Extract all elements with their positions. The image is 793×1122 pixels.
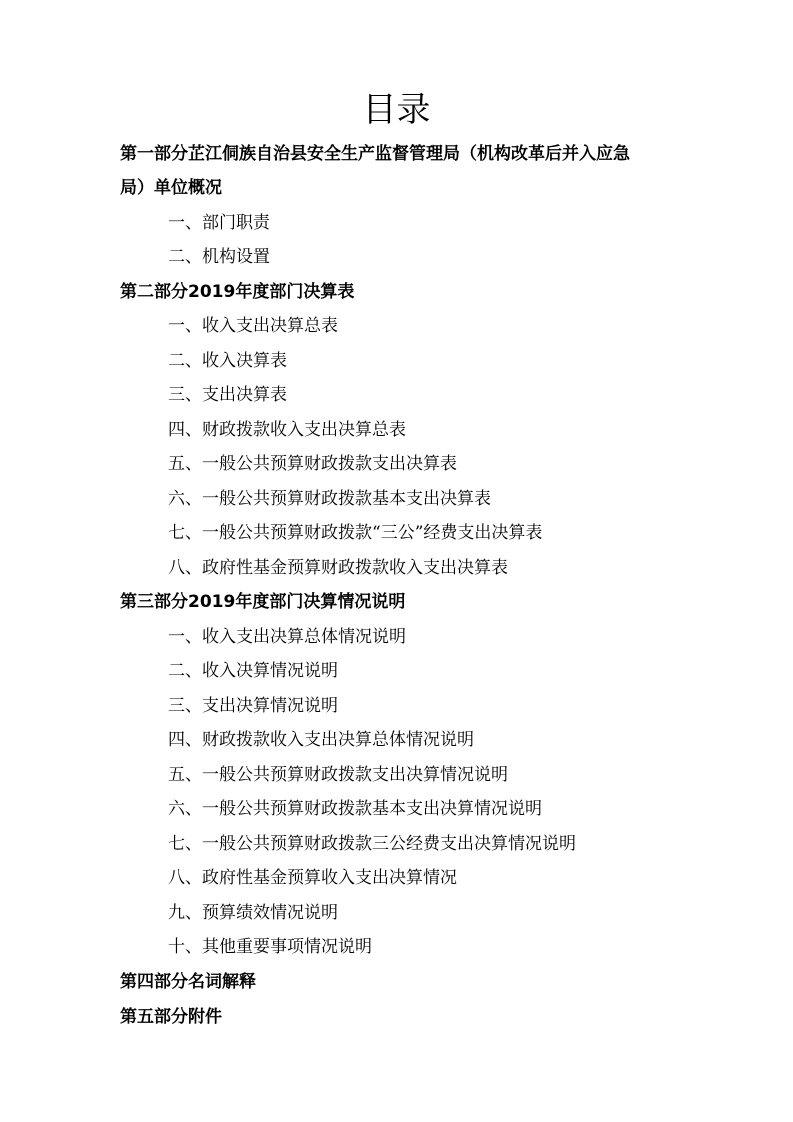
toc-item: 二、收入决算表 [168, 351, 287, 371]
toc-item: 八、政府性基金预算收入支出决算情况 [168, 868, 457, 888]
toc-part3-heading: 第三部分2019年度部门决算情况说明 [120, 592, 406, 612]
toc-item: 二、机构设置 [168, 247, 270, 267]
toc-item: 十、其他重要事项情况说明 [168, 937, 372, 957]
toc-item: 六、一般公共预算财政拨款基本支出决算表 [168, 489, 491, 509]
toc-item: 九、预算绩效情况说明 [168, 903, 338, 923]
toc-item: 四、财政拨款收入支出决算总体情况说明 [168, 730, 474, 750]
toc-part1-heading-cont: 局）单位概况 [120, 178, 222, 198]
toc-item: 五、一般公共预算财政拨款支出决算表 [168, 454, 457, 474]
toc-part2-heading: 第二部分2019年度部门决算表 [120, 282, 355, 302]
toc-item: 七、一般公共预算财政拨款“三公”经费支出决算表 [168, 523, 543, 543]
toc-part5-heading: 第五部分附件 [120, 1007, 222, 1027]
toc-part4-heading: 第四部分名词解释 [120, 972, 256, 992]
toc-item: 七、一般公共预算财政拨款三公经费支出决算情况说明 [168, 834, 576, 854]
toc-item: 一、部门职责 [168, 213, 270, 233]
toc-item: 八、政府性基金预算财政拨款收入支出决算表 [168, 558, 508, 578]
toc-part1-heading: 第一部分芷江侗族自治县安全生产监督管理局（机构改革后并入应急 [120, 144, 630, 164]
page-title: 目录 [362, 90, 431, 130]
toc-item: 三、支出决算情况说明 [168, 696, 338, 716]
toc-item: 五、一般公共预算财政拨款支出决算情况说明 [168, 765, 508, 785]
toc-item: 三、支出决算表 [168, 385, 287, 405]
toc-item: 四、财政拨款收入支出决算总表 [168, 420, 406, 440]
toc-item: 一、收入支出决算总表 [168, 316, 338, 336]
toc-item: 六、一般公共预算财政拨款基本支出决算情况说明 [168, 799, 542, 819]
toc-item: 二、收入决算情况说明 [168, 661, 338, 681]
toc-item: 一、收入支出决算总体情况说明 [168, 627, 406, 647]
